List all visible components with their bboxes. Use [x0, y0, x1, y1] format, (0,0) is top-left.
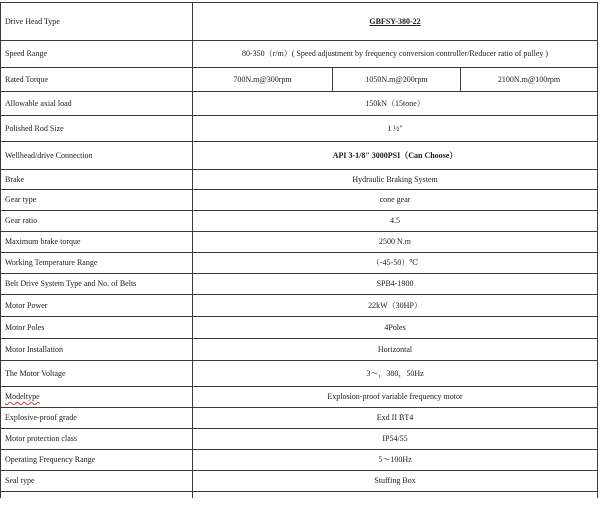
- row-value-motor-protection-class: IP54/55: [193, 429, 598, 450]
- rated-torque-value-2: 1050N.m@200rpm: [333, 68, 461, 92]
- row-label-drive-head-type: Drive Head Type: [1, 3, 193, 41]
- table-row: [1, 274, 598, 295]
- trailing-cell-right: [193, 492, 598, 498]
- row-value-gear-ratio: 4.5: [193, 211, 598, 232]
- table-row: [1, 116, 598, 142]
- table-row: [1, 232, 598, 253]
- row-label-seal-type: Seal type: [1, 471, 193, 492]
- row-value-explosive-proof-grade: Exd II BT4: [193, 408, 598, 429]
- row-label-rated-torque: Rated Torque: [1, 68, 193, 92]
- rated-torque-value-1: 700N.m@300rpm: [193, 68, 333, 92]
- trailing-cell-left: [1, 492, 193, 498]
- row-label-explosive-proof-grade: Explosive-proof grade: [1, 408, 193, 429]
- table-row: [1, 339, 598, 361]
- row-label-motor-voltage: The Motor Voltage: [1, 361, 193, 387]
- table-row: [1, 211, 598, 232]
- row-value-working-temperature: （-45-50）℃: [193, 253, 598, 274]
- row-label-polished-rod-size: Polished Rod Size: [1, 116, 193, 142]
- row-value-seal-type: Stuffing Box: [193, 471, 598, 492]
- table-row: [1, 471, 598, 492]
- row-value-gear-type: cone gear: [193, 190, 598, 211]
- row-value-motor-power: 22kW（30HP）: [193, 295, 598, 317]
- spec-table: [0, 2, 598, 498]
- row-label-axial-load: Allowable axial load: [1, 92, 193, 116]
- row-value-motor-voltage: 3～，380，50Hz: [193, 361, 598, 387]
- row-label-motor-poles: Motor Poles: [1, 317, 193, 339]
- drive-head-type-value: GBFSY-380-22: [369, 16, 421, 26]
- row-label-speed-range: Speed Range: [1, 41, 193, 68]
- row-label-motor-protection-class: Motor protection class: [1, 429, 193, 450]
- modeltype-label-text: Modeltype: [5, 392, 40, 401]
- row-value-modeltype: Explosion-proof variable frequency motor: [193, 387, 598, 408]
- table-row: [1, 190, 598, 211]
- row-label-working-temperature: Working Temperature Range: [1, 253, 193, 274]
- table-row: [1, 41, 598, 68]
- table-row: [1, 253, 598, 274]
- table-row: [1, 317, 598, 339]
- row-label-gear-ratio: Gear ratio: [1, 211, 193, 232]
- row-value-drive-head-type: [193, 3, 598, 41]
- row-value-speed-range: 80-350（r/m）( Speed adjustment by frequency conversion controller/Reducer ratio of pulley ): [193, 41, 598, 68]
- table-row: [1, 170, 598, 190]
- table-row-trailing: [1, 492, 598, 498]
- row-label-motor-installation: Motor Installation: [1, 339, 193, 361]
- table-row: [1, 387, 598, 408]
- table-row: [1, 295, 598, 317]
- row-value-wellhead-connection: API 3-1/8″ 3000PSI（Can Choose）: [193, 142, 598, 170]
- table-row: [1, 429, 598, 450]
- row-label-wellhead-connection: Wellhead/drive Connection: [1, 142, 193, 170]
- row-value-motor-installation: Horizontal: [193, 339, 598, 361]
- row-label-max-brake-torque: Maximum brake torque: [1, 232, 193, 253]
- table-row: [1, 92, 598, 116]
- table-row: [1, 450, 598, 471]
- row-value-polished-rod-size: 1 ½″: [193, 116, 598, 142]
- table-row: [1, 142, 598, 170]
- table-row: [1, 408, 598, 429]
- row-value-belt-drive-system: SPB4-1900: [193, 274, 598, 295]
- table-row: [1, 68, 598, 92]
- rated-torque-value-3: 2100N.m@100rpm: [461, 68, 598, 92]
- row-label-operating-frequency: Operating Frequency Range: [1, 450, 193, 471]
- row-value-motor-poles: 4Poles: [193, 317, 598, 339]
- table-row: [1, 3, 598, 41]
- row-label-gear-type: Gear type: [1, 190, 193, 211]
- row-label-brake: Brake: [1, 170, 193, 190]
- row-value-axial-load: 150kN（15tone）: [193, 92, 598, 116]
- row-value-brake: Hydraulic Braking System: [193, 170, 598, 190]
- table-row: [1, 361, 598, 387]
- row-label-motor-power: Motor Power: [1, 295, 193, 317]
- row-label-modeltype: [1, 387, 193, 408]
- row-label-belt-drive-system: Belt Drive System Type and No. of Belts: [1, 274, 193, 295]
- row-value-max-brake-torque: 2500 N.m: [193, 232, 598, 253]
- row-value-operating-frequency: 5～100Hz: [193, 450, 598, 471]
